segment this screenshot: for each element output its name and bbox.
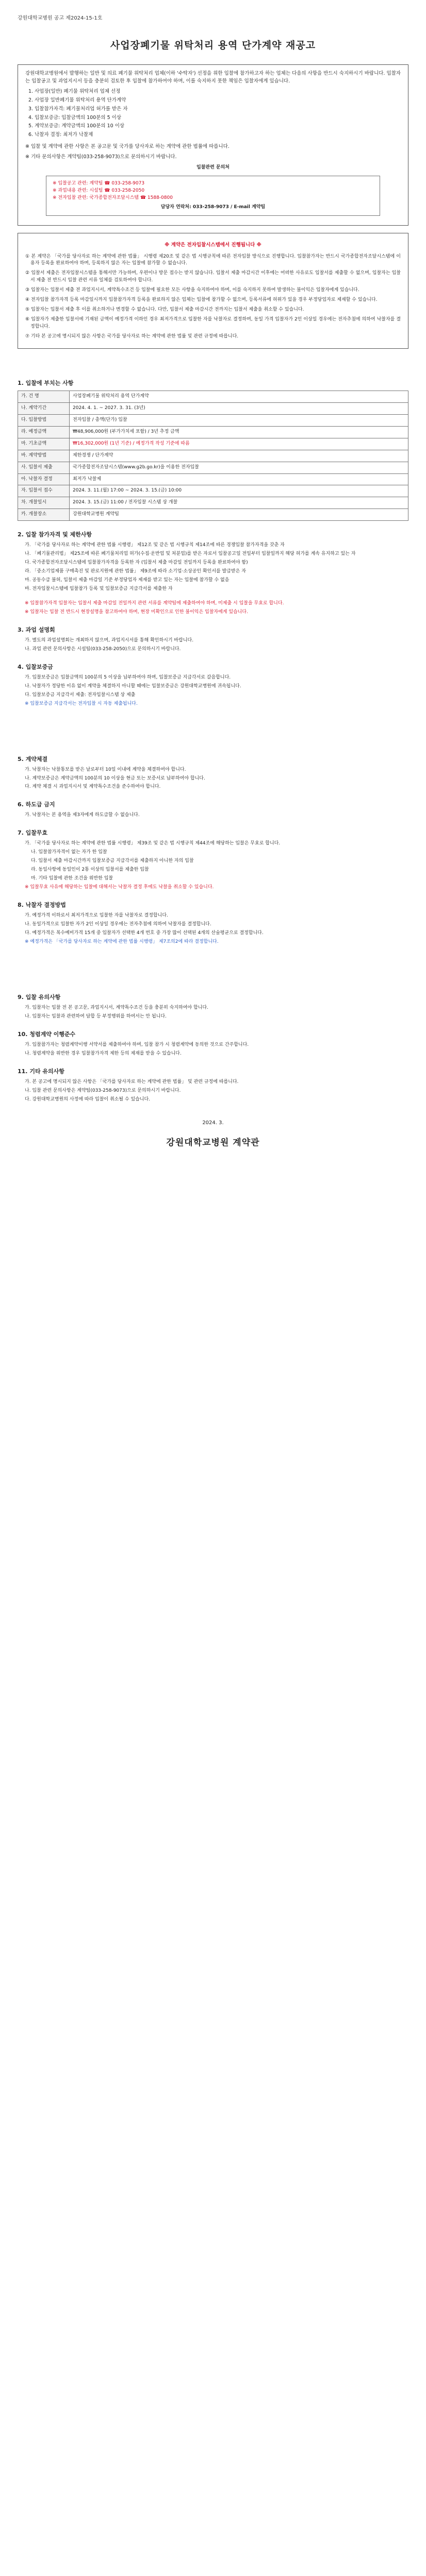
row-value: 최저가 낙찰제: [70, 473, 408, 485]
section-item: 다. 입찰보증금 지급각서 제출: 전자입찰시스템 상 제출: [25, 692, 136, 698]
warning-item: ⑦ 기타 본 공고에 명시되지 않은 사항은 국가를 당사자로 하는 계약에 관한 법률 및 관련 규정에 따릅니다.: [25, 333, 239, 339]
section-item: 가. 별도의 과업설명회는 개최하지 않으며, 과업지시서를 통해 확인하시기 바랍니다.: [25, 637, 194, 643]
warning-box: [18, 233, 408, 349]
intro-item: 3. 입찰참가자격: 폐기물처리업 허가를 받은 자: [28, 106, 128, 112]
section-item: 나. 계약보증금은 계약금액의 100분의 10 이상을 현금 또는 보증서로 납부하여야 합니다.: [25, 775, 205, 781]
section-item: 나. 입찰자는 입찰과 관련하여 담합 등 부정행위를 하여서는 안 됩니다.: [25, 1013, 167, 1019]
warning-head: ※ 계약은 전자입찰시스템에서 진행됩니다 ※: [165, 242, 261, 248]
table-row: [18, 473, 408, 485]
bid-info-table: [18, 391, 408, 521]
section-item: 다. 계약 체결 시 과업지시서 및 계약특수조건을 준수하여야 합니다.: [25, 784, 161, 790]
section-item: 가. 본 공고에 명시되지 않은 사항은 「국가를 당사자로 하는 계약에 관한 법률」 및 관련 규정에 따릅니다.: [25, 1079, 239, 1084]
row-value: 2024. 3. 15.(금) 11:00 / 전자입찰 시스템 상 개찰: [70, 497, 408, 509]
row-label: 나. 계약기간: [18, 402, 70, 414]
table-row: [18, 509, 408, 521]
table-row: [18, 414, 408, 426]
section-title: 8. 낙찰자 결정방법: [18, 902, 66, 909]
section-item: 마. 기타 입찰에 관한 조건을 위반한 입찰: [31, 876, 113, 882]
row-label: 다. 입찰방법: [18, 414, 70, 426]
section-title: 1. 입찰에 부치는 사항: [18, 379, 74, 386]
section-item: 가. 입찰참가자는 청렴계약이행 서약서를 제출하여야 하며, 입찰 참가 시 청렴계약에 동의한 것으로 간주합니다.: [25, 1042, 249, 1047]
notice-number: 강원대학교병원 공고 제2024-15-1호: [18, 15, 103, 21]
intro-paragraph: 강원대학교병원에서 발행하는 일반 및 의료 폐기물 위탁처리 업체(이하 '수탁자') 선정을 위한 입찰에 참가하고자 하는 업체는 다음의 사항을 반드시 숙지하시기 바랍니다. 입찰자는 입찰공고 및 과업지시서 등을 충분히 검토한 후 입찰에 참가하여야 하며, 이를 숙지하지 못한 책임은 입찰자에게 있습니다.: [25, 70, 401, 84]
section-title: 9. 입찰 유의사항: [18, 993, 61, 1001]
section-item: 가. 「국가를 당사자로 하는 계약에 관한 법률 시행령」 제39조 및 같은 법 시행규칙 제44조에 해당하는 입찰은 무효로 합니다.: [25, 841, 281, 846]
section-item: 나. 청렴계약을 위반한 경우 입찰참가자격 제한 등의 제재를 받을 수 있습니다.: [25, 1050, 182, 1056]
table-row: [18, 462, 408, 473]
row-label: 아. 낙찰자 결정: [18, 473, 70, 485]
intro-item: 2. 사업장 일반폐기물 위탁처리 용역 단가계약: [28, 97, 126, 104]
section-title: 5. 계약체결: [18, 755, 48, 762]
section-title: 11. 기타 유의사항: [18, 1067, 64, 1075]
section-warning: ※ 입찰참가자격 입찰자는 입찰서 제출 마감일 전일까지 관련 서류를 계약팀에 제출하여야 하며, 미제출 시 입찰을 무효로 합니다.: [25, 600, 284, 606]
row-label: 가. 건 명: [18, 391, 70, 402]
row-value: ₩48,906,000원 (부가가치세 포함) / 3년 추정 금액: [70, 426, 408, 438]
intro-box: [18, 64, 408, 226]
row-value: 전자입찰 / 총액(단가) 입찰: [70, 414, 408, 426]
inner-box-head: 입찰관련 문의처: [196, 165, 230, 171]
table-row: [18, 450, 408, 462]
section-title: 10. 청렴계약 이행준수: [18, 1030, 76, 1038]
section-item: 가. 입찰자는 입찰 전 본 공고문, 과업지시서, 계약특수조건 등을 충분히 숙지하여야 합니다.: [25, 1005, 208, 1010]
intro-note: ※ 기타 문의사항은 계약팀(033-258-9073)으로 문의하시기 바랍니다.: [25, 154, 177, 160]
intro-list: [28, 88, 401, 139]
row-label: 차. 개찰일시: [18, 497, 70, 509]
row-value: 강원대학교병원 계약팀: [70, 509, 408, 521]
table-row: [18, 485, 408, 497]
section-item: 라. 동일사항에 동일인이 2통 이상의 입찰서를 제출한 입찰: [31, 867, 149, 873]
row-label: 카. 개찰장소: [18, 509, 70, 521]
warning-item: ④ 전자입찰 참가자격 등록 마감일시까지 입찰참가자격 등록을 완료하지 않은 업체는 입찰에 참가할 수 없으며, 등록서류에 허위가 있을 경우 부정당업자로 제재할 수 있습니다.: [25, 297, 378, 303]
warning-item: ⑤ 입찰자는 입찰서 제출 후 이를 취소하거나 변경할 수 없습니다. 다만, 입찰서 제출 마감시간 전까지는 입찰서 제출을 취소할 수 있습니다.: [25, 307, 304, 313]
section-note: ※ 예정가격은 「국가를 당사자로 하는 계약에 관한 법률 시행령」 제7조의2에 따라 결정합니다.: [25, 939, 219, 944]
section-item: 나. 입찰참가자격이 없는 자가 한 입찰: [31, 850, 107, 855]
section-title: 4. 입찰보증금: [18, 663, 53, 670]
issuer-name: 강원대학교병원 계약관: [166, 1138, 260, 1148]
table-row: [18, 438, 408, 450]
section-item: 가. 낙찰자는 낙찰통보를 받은 날로부터 10일 이내에 계약을 체결하여야 합니다.: [25, 767, 186, 772]
row-value: 국가종합전자조달시스템(www.g2b.go.kr)을 이용한 전자입찰: [70, 462, 408, 473]
intro-note: ※ 입찰 및 계약에 관한 사항은 본 공고문 및 국가를 당사자로 하는 계약에 관한 법률에 따릅니다.: [25, 143, 230, 149]
section-item: 다. 국가종합전자조달시스템에 입찰참가자격을 등록한 자 (입찰서 제출 마감일 전일까지 등록을 완료하여야 함): [25, 560, 248, 566]
section-item: 마. 공동수급 불허, 입찰서 제출 마감일 기준 부정당업자 제재를 받고 있는 자는 입찰에 참가할 수 없음: [25, 578, 230, 583]
section-item: 가. 예정가격 이하로서 최저가격으로 입찰한 자를 낙찰자로 결정합니다.: [25, 913, 168, 919]
warning-item: ⑥ 입찰자가 제출한 입찰서에 기재된 금액이 예정가격 이하인 경우 최저가격으로 입찰한 자를 낙찰자로 결정하며, 동일 가격 입찰자가 2인 이상일 경우에는 전자추첨에 의하여 낙찰자를 결정합니다.: [25, 317, 401, 330]
section-warning: ※ 입찰자는 입찰 전 반드시 현장설명을 참고하여야 하며, 현장 미확인으로 인한 불이익은 입찰자에게 있습니다.: [25, 609, 248, 615]
section-item: 나. 「폐기물관리법」 제25조에 따른 폐기물처리업 허가(수집·운반업 및 처분업)를 받은 자로서 입찰공고일 전일부터 입찰일까지 해당 허가를 계속 유지하고 있는 자: [25, 551, 356, 557]
section-item: 다. 입찰서 제출 마감시간까지 입찰보증금 지급각서를 제출하지 아니한 자의 입찰: [31, 858, 194, 864]
section-title: 6. 하도급 금지: [18, 801, 55, 808]
table-row: [18, 426, 408, 438]
intro-item: 6. 낙찰자 결정: 최저가 낙찰제: [28, 131, 93, 138]
section-note: ※ 입찰보증금 지급각서는 전자입찰 시 자동 제출됩니다.: [25, 701, 138, 706]
section-item: 나. 과업 관련 문의사항은 시설팀(033-258-2050)으로 문의하시기 바랍니다.: [25, 646, 181, 652]
row-value: 사업장폐기물 위탁처리 용역 단가계약: [70, 391, 408, 402]
notice-date: 2024. 3.: [202, 1120, 224, 1126]
notice-page: [0, 0, 426, 1170]
row-value: ₩16,302,000원 (1년 기준) / 예정가격 작성 기준에 따름: [70, 438, 408, 450]
contact-summary: 담당자 연락처: 033-258-9073 / E-mail 계약팀: [160, 204, 266, 210]
section-item: 바. 전자입찰시스템에 입찰참가 등록 및 입찰보증금 지급각서를 제출한 자: [25, 586, 173, 591]
section-item: 다. 강원대학교병원의 사정에 따라 입찰이 취소될 수 있습니다.: [25, 1096, 151, 1102]
section-title: 3. 과업 설명회: [18, 626, 55, 633]
intro-item: 4. 입찰보증금: 입찰금액의 100분의 5 이상: [28, 114, 122, 121]
section-item: 다. 예정가격은 복수예비가격 15개 중 입찰자가 선택한 4개 번호 중 가장 많이 선택된 4개의 산술평균으로 결정합니다.: [25, 930, 264, 936]
contact-line: ※ 입찰공고 관련: 계약팀 ☎ 033-258-9073: [53, 181, 145, 187]
row-label: 바. 계약방법: [18, 450, 70, 462]
contact-box: [46, 176, 380, 216]
section-title: 2. 입찰 참가자격 및 제한사항: [18, 531, 92, 538]
intro-item: 5. 계약보증금: 계약금액의 100분의 10 이상: [28, 123, 125, 129]
section-item: 나. 입찰 관련 문의사항은 계약팀(033-258-9073)으로 문의하시기 바랍니다.: [25, 1088, 181, 1093]
intro-item: 1. 사업장(일반) 폐기물 위탁처리 업체 선정: [28, 89, 121, 95]
page-title: 사업장폐기물 위탁처리 용역 단가계약 재공고: [110, 39, 316, 51]
section-item: 가. 낙찰자는 본 용역을 제3자에게 하도급할 수 없습니다.: [25, 812, 140, 818]
row-label: 마. 기초금액: [18, 438, 70, 450]
row-label: 라. 예정금액: [18, 426, 70, 438]
row-value: 제한경쟁 / 단가계약: [70, 450, 408, 462]
section-title: 7. 입찰무효: [18, 829, 48, 837]
warning-item: ③ 입찰자는 입찰서 제출 전 과업지시서, 계약특수조건 등 입찰에 필요한 모든 사항을 숙지하여야 하며, 이를 숙지하지 못하여 발생하는 불이익은 입찰자에게 있습니다.: [25, 287, 359, 293]
section-item: 나. 동일가격으로 입찰한 자가 2인 이상일 경우에는 전자추첨에 의하여 낙찰자를 결정합니다.: [25, 922, 211, 927]
contact-line: ※ 과업내용 관련: 시설팀 ☎ 033-258-2050: [53, 188, 145, 193]
section-item: 라. 「중소기업제품 구매촉진 및 판로지원에 관한 법률」 제9조에 따라 소기업·소상공인 확인서를 발급받은 자: [25, 569, 246, 574]
section-item: 나. 낙찰자가 정당한 이유 없이 계약을 체결하지 아니할 때에는 입찰보증금은 강원대학교병원에 귀속됩니다.: [25, 683, 241, 689]
row-label: 자. 입찰서 접수: [18, 485, 70, 497]
table-row: [18, 391, 408, 402]
table-row: [18, 402, 408, 414]
warning-list: [25, 253, 401, 341]
section-warning: ※ 입찰무효 사유에 해당하는 입찰에 대해서는 낙찰자 결정 후에도 낙찰을 취소할 수 있습니다.: [25, 885, 214, 890]
row-value: 2024. 4. 1. ~ 2027. 3. 31. (3년): [70, 402, 408, 414]
table-row: [18, 497, 408, 509]
warning-item: ① 본 계약은 「국가를 당사자로 하는 계약에 관한 법률」 시행령 제20조 및 같은 법 시행규칙에 따른 전자입찰 방식으로 진행합니다. 입찰참가자는 반드시 국가종합전자조달시스템에 이용자 등록을 완료하여야 하며, 등록하지 않은 자는 입찰에 참가할 수 없습니다.: [25, 253, 401, 266]
section-item: 가. 「국가를 당사자로 하는 계약에 관한 법률 시행령」 제12조 및 같은 법 시행규칙 제14조에 따른 경쟁입찰 참가자격을 갖춘 자: [25, 543, 285, 548]
row-value: 2024. 3. 11.(월) 17:00 ~ 2024. 3. 15.(금) 10:00: [70, 485, 408, 497]
row-label: 사. 입찰서 제출: [18, 462, 70, 473]
warning-item: ② 입찰서 제출은 전자입찰시스템을 통해서만 가능하며, 우편이나 방문 접수는 받지 않습니다. 입찰서 제출 마감시간 이후에는 어떠한 사유로도 입찰서를 제출할 수 없으며, 입찰자는 입찰서 제출 전 반드시 입찰 관련 서류 일체를 검토하여야 합니다.: [25, 270, 401, 283]
contact-line: ※ 전자입찰 관련: 국가종합전자조달시스템 ☎ 1588-0800: [53, 195, 173, 200]
section-item: 가. 입찰보증금은 입찰금액의 100분의 5 이상을 납부하여야 하며, 입찰보증금 지급각서로 갈음합니다.: [25, 674, 231, 680]
